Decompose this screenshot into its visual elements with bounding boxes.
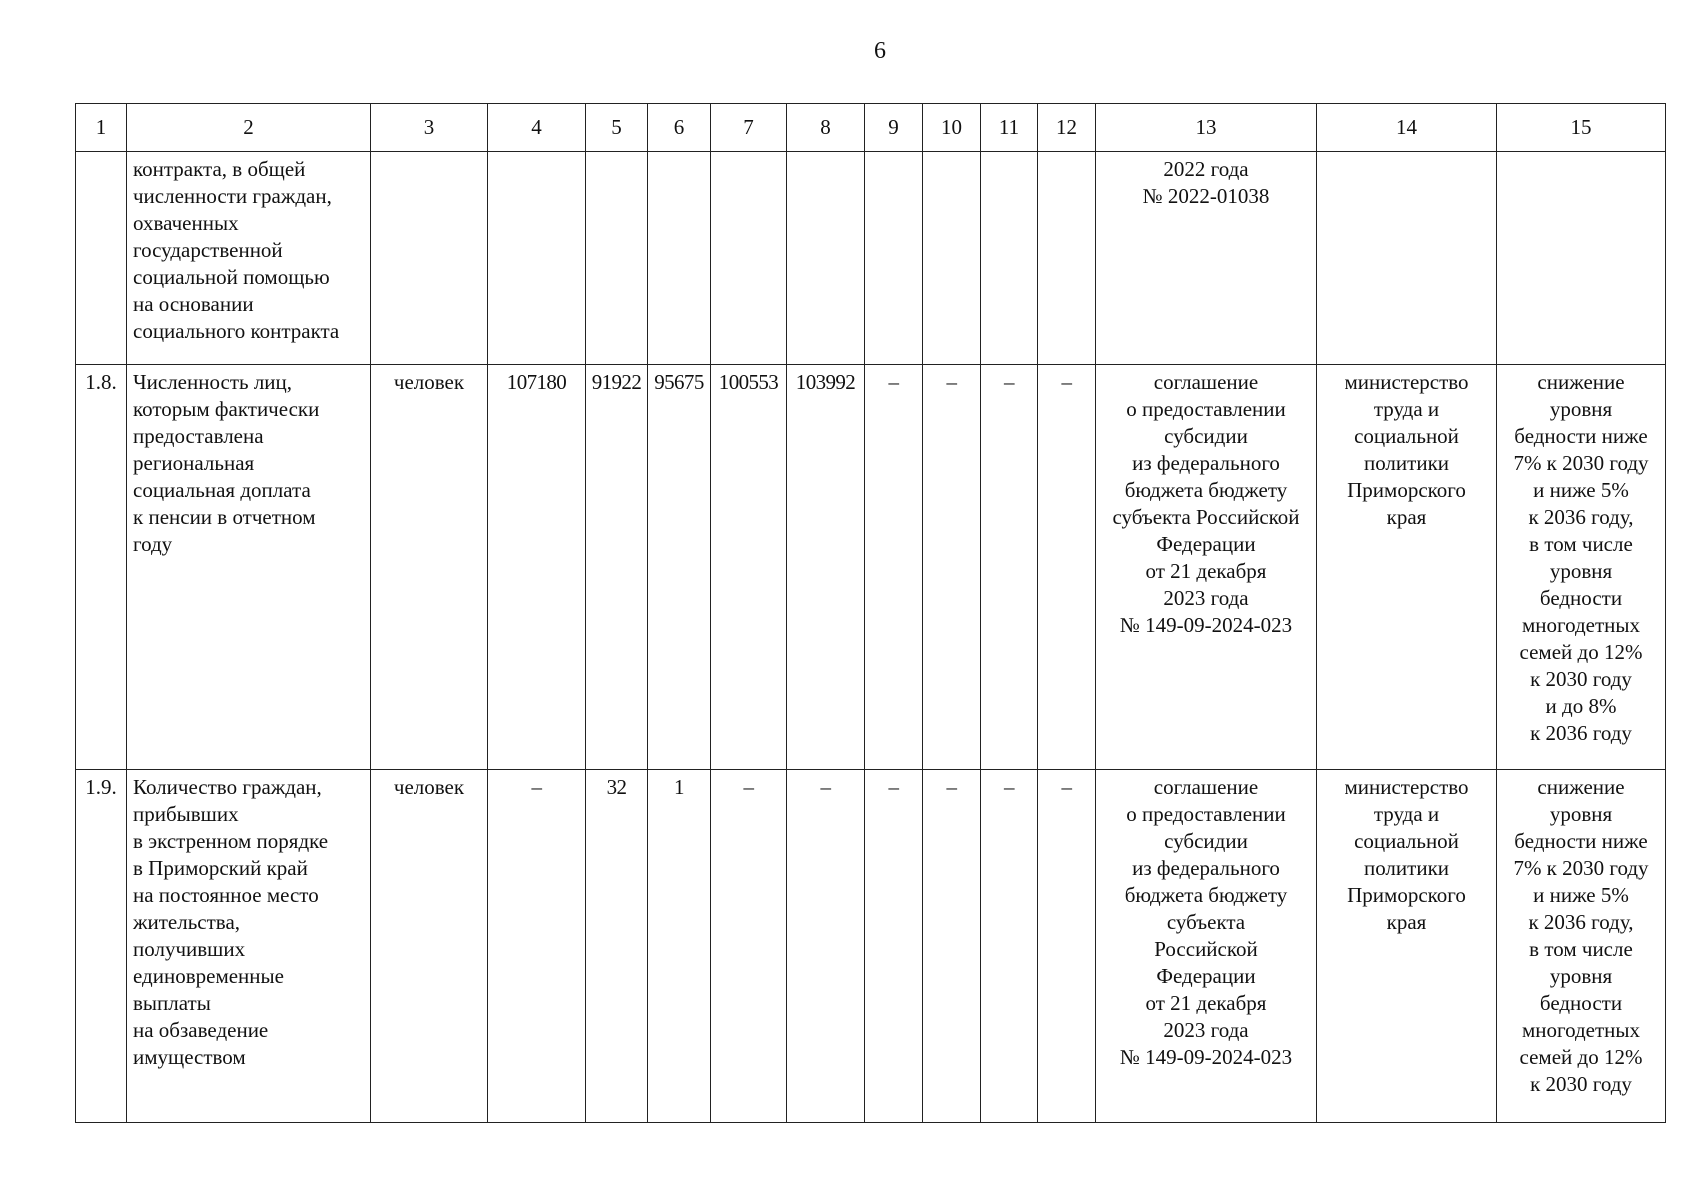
value-cell	[586, 152, 648, 365]
row-number-cell	[76, 152, 127, 365]
value-cell: –	[865, 770, 923, 1123]
value-cell: 95675	[648, 365, 711, 770]
value-cell: 100553	[711, 365, 787, 770]
goal-cell: снижение уровня бедности ниже 7% к 2030 году и ниже 5% к 2036 году, в том числе уровня бедности многодетных семей до 12% к 2030 году	[1497, 770, 1666, 1123]
column-header: 9	[865, 104, 923, 152]
value-cell: –	[488, 770, 586, 1123]
value-cell	[865, 152, 923, 365]
value-cell	[648, 152, 711, 365]
value-cell	[787, 152, 865, 365]
value-cell: 103992	[787, 365, 865, 770]
table-row	[76, 770, 1666, 1123]
row-number-cell: 1.9.	[76, 770, 127, 1123]
responsible-cell	[1317, 152, 1497, 365]
value-cell: –	[981, 365, 1038, 770]
value-cell: –	[923, 365, 981, 770]
value-cell: –	[711, 770, 787, 1123]
column-header: 13	[1096, 104, 1317, 152]
value-cell: 91922	[586, 365, 648, 770]
column-header: 4	[488, 104, 586, 152]
table-row	[76, 152, 1666, 365]
source-document-cell: соглашение о предоставлении субсидии из федерального бюджета бюджету субъекта Российской Федерации от 21 декабря 2023 года № 149-09-2024-023	[1096, 770, 1317, 1123]
column-header: 14	[1317, 104, 1497, 152]
column-header: 15	[1497, 104, 1666, 152]
value-cell: –	[865, 365, 923, 770]
column-header: 6	[648, 104, 711, 152]
column-header: 2	[127, 104, 371, 152]
value-cell: 1	[648, 770, 711, 1123]
column-header: 11	[981, 104, 1038, 152]
indicator-name-cell: контракта, в общей численности граждан, охваченных государственной социальной помощью на основании социального контракта	[127, 152, 371, 365]
column-header: 7	[711, 104, 787, 152]
unit-cell: человек	[371, 770, 488, 1123]
goal-cell: снижение уровня бедности ниже 7% к 2030 году и ниже 5% к 2036 году, в том числе уровня бедности многодетных семей до 12% к 2030 году и до 8% к 2036 году	[1497, 365, 1666, 770]
column-header: 3	[371, 104, 488, 152]
goal-cell	[1497, 152, 1666, 365]
page-number: 6	[874, 38, 886, 64]
value-cell	[1038, 152, 1096, 365]
value-cell: –	[1038, 365, 1096, 770]
unit-cell: человек	[371, 365, 488, 770]
value-cell	[923, 152, 981, 365]
value-cell	[711, 152, 787, 365]
responsible-cell: министерство труда и социальной политики Приморского края	[1317, 770, 1497, 1123]
source-document-cell: 2022 года № 2022-01038	[1096, 152, 1317, 365]
row-number-cell: 1.8.	[76, 365, 127, 770]
value-cell: –	[923, 770, 981, 1123]
table-row	[76, 365, 1666, 770]
column-header: 8	[787, 104, 865, 152]
column-header: 5	[586, 104, 648, 152]
value-cell	[981, 152, 1038, 365]
column-header: 12	[1038, 104, 1096, 152]
value-cell: –	[787, 770, 865, 1123]
column-header: 1	[76, 104, 127, 152]
indicator-name-cell: Численность лиц, которым фактически предоставлена региональная социальная доплата к пенсии в отчетном году	[127, 365, 371, 770]
unit-cell	[371, 152, 488, 365]
value-cell: –	[1038, 770, 1096, 1123]
table-header-row	[76, 104, 1666, 152]
column-header: 10	[923, 104, 981, 152]
source-document-cell: соглашение о предоставлении субсидии из федерального бюджета бюджету субъекта Российской Федерации от 21 декабря 2023 года № 149-09-2024-023	[1096, 365, 1317, 770]
indicators-table	[75, 103, 1666, 1123]
value-cell: 107180	[488, 365, 586, 770]
indicator-name-cell: Количество граждан, прибывших в экстренном порядке в Приморский край на постоянное место жительства, получивших единовременные выплаты на обзаведение имуществом	[127, 770, 371, 1123]
value-cell: 32	[586, 770, 648, 1123]
responsible-cell: министерство труда и социальной политики Приморского края	[1317, 365, 1497, 770]
value-cell: –	[981, 770, 1038, 1123]
value-cell	[488, 152, 586, 365]
